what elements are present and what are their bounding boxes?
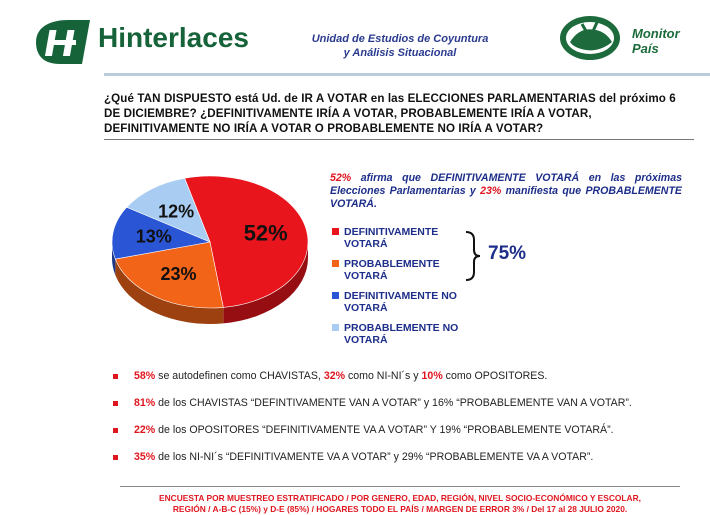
- pie-slice-label: 13%: [135, 226, 172, 247]
- chart-summary: [330, 172, 682, 211]
- bullet-pct: 10%: [421, 370, 443, 382]
- bullet-square-icon: [113, 374, 118, 379]
- footer-line1: ENCUESTA POR MUESTREO ESTRATIFICADO / POR GENERO, EDAD, REGIÓN, NIVEL SOCIO-ECONÓMICO Y ESCOLAR,: [159, 493, 641, 503]
- header-subtitle: [300, 32, 500, 60]
- pie-slice-label: 23%: [160, 263, 197, 284]
- summary-pct2: 23%: [480, 185, 502, 197]
- bullet-pct: 22%: [134, 424, 156, 436]
- bullet-pct: 58%: [134, 370, 156, 382]
- question-divider: [104, 139, 694, 140]
- bullet-text: [134, 397, 632, 409]
- legend-swatch: [332, 324, 339, 331]
- pie-slice-label: 52%: [243, 220, 288, 246]
- bullet-pct: 32%: [323, 370, 346, 382]
- legend-swatch: [332, 260, 339, 267]
- bullet-body: de los CHAVISTAS “DEFINTIVAMENTE VAN A VOTAR” y 16% “PROBABLEMENTE VAN A VOTAR”.: [155, 397, 632, 409]
- summary-text2: manifiesta que PROBABLEMENTE VOTARÁ.: [330, 185, 682, 210]
- bullet-pct: 81%: [134, 397, 156, 409]
- bullet-body: como NI-NI´s y: [345, 370, 422, 382]
- header-subtitle-line2: y Análisis Situacional: [343, 47, 457, 59]
- bullet-pct: 35%: [134, 451, 156, 463]
- summary-text1: afirma que DEFINITIVAMENTE VOTARÁ en las próximas Elecciones Parlamentarias y: [330, 172, 682, 197]
- legend-label: DEFINITIVAMENTE VOTARÁ: [344, 226, 439, 250]
- bullet-body: como OPOSITORES.: [442, 370, 548, 382]
- legend-label: DEFINITIVAMENTE NO VOTARÁ: [344, 290, 457, 314]
- legend-swatch: [332, 292, 339, 299]
- header-divider: [104, 73, 710, 76]
- monitor-line1: Monitor: [632, 26, 680, 41]
- header-subtitle-line1: Unidad de Estudios de Coyuntura: [311, 33, 489, 45]
- bullet-square-icon: [113, 428, 118, 433]
- bullet-body: de los NI-NI´s “DEFINITIVAMENTE VA A VOTAR” y 29% “PROBABLEMENTE VA A VOTAR”.: [155, 451, 594, 463]
- bracket-total: 75%: [488, 243, 527, 264]
- bullet-body: de los OPOSITORES “DEFINITIVAMENTE VA A VOTAR” Y 19% “PROBABLEMENTE VOTARÁ”.: [155, 424, 614, 436]
- legend-label: PROBABLEMENTE VOTARÁ: [344, 258, 440, 282]
- footer-divider: [120, 486, 680, 487]
- bullet-text: [134, 424, 614, 436]
- pie-slice-label: 12%: [158, 201, 195, 222]
- bullet-body: se autodefinen como CHAVISTAS,: [155, 370, 324, 382]
- monitor-line2: País: [632, 41, 659, 56]
- legend-label: PROBABLEMENTE NO VOTARÁ: [344, 322, 459, 346]
- bullet-text: [134, 370, 547, 382]
- footer-line2: REGIÓN / A-B-C (15%) y D-E (85%) / HOGARES TODO EL PAÍS / MARGEN DE ERROR 3% / Del 17 al 28 JULIO 2020.: [172, 504, 628, 514]
- pie-chart: [108, 160, 318, 350]
- monitor-pais-text: [632, 26, 680, 56]
- bullet-square-icon: [113, 401, 118, 406]
- survey-question: ¿Qué TAN DISPUESTO está Ud. de IR A VOTAR en las ELECCIONES PARLAMENTARIAS del próximo 6 DE DICIEMBRE? ¿DEFINITIVAMENTE IRÍA A VOTAR, PROBABLEMENTE IRÍA A VOTAR, DEFINITIVAMENTE NO IRÍA A VOTAR O PROBABLEMENTE NO IRÍA A VOTAR?: [104, 92, 676, 135]
- bullet-text: [134, 451, 593, 463]
- footer-methodology: [110, 493, 690, 515]
- legend-swatch: [332, 228, 339, 235]
- bullet-square-icon: [113, 455, 118, 460]
- brand-name: Hinterlaces: [98, 22, 249, 53]
- summary-pct1: 52%: [330, 172, 352, 184]
- right-brace-icon: [462, 230, 482, 282]
- monitor-pais-logo-icon: [556, 8, 706, 68]
